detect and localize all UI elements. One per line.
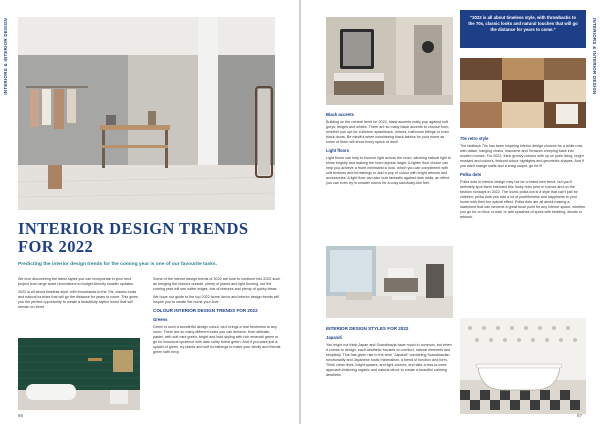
right-page xyxy=(301,0,600,424)
right-column-2 xyxy=(460,134,586,223)
green-bathroom-illustration xyxy=(18,338,140,410)
green-bathroom-image xyxy=(18,338,140,410)
greens-heading: Greens xyxy=(153,317,168,322)
side-section-label: INTERIORS & INTERIOR DESIGN xyxy=(3,18,8,95)
page-number: 67 xyxy=(576,413,582,418)
page-subtitle: Predicting the interior design trends for the coming year is one of our favourite tasks. xyxy=(18,262,217,267)
retro-tiles-illustration xyxy=(460,58,586,128)
intro-paragraph: We hope our guide to the top 2022 home decor and interior design trends will inspire you to create the home your love. xyxy=(153,295,280,304)
page-title-line-1: INTERIOR DESIGN TRENDS xyxy=(18,219,249,238)
polka-dots-text: Polka dots in interior design may not be a brand new trend, but you'll definitely spot them intended this funky retro print in homes and on the fashion runways in 2022. The iconic polka dot is a style that can't just for children; polka dots can add a lot of youthfulness and happiness to your home with their fun optical effect. Polka dots are all about making a statement that can become a great focal point for any interior space, whether you go for on floor or wall, or add splashes of spots with bedding, decals or artwork. xyxy=(460,180,586,219)
right-column-1 xyxy=(326,110,453,189)
side-section-label: INTERIORS & INTERIOR DESIGN xyxy=(592,18,597,95)
page-title-line-2: FOR 2022 xyxy=(18,237,94,256)
pull-quote: "2022 is all about timeless style, with throwbacks to the 70s, classic looks and natural touches that will go the distance for years to come." xyxy=(460,10,586,48)
seventies-text: The laidback 70s has been inspiring interior design choices for a while now, with rattan, hanging chairs, macramé and Terrazzo creeping back into modern homes. For 2022, think groovy colours with up on plain living, bright mustard and colours, textural colour highlights and geometric shapes. And if you want orange walls and a shag carpet, go for it! xyxy=(460,144,584,168)
intro-column-1 xyxy=(18,277,140,313)
intro-paragraph: 2022 is all about timeless style, with throwbacks to the 70s, classic looks and natural touches that will go the distance for years to come. This gives you the perfect opportunity to create a beautifully stylish home that will remain on-trend xyxy=(18,290,138,309)
colour-trends-heading: COLOUR INTERIOR DESIGN TRENDS FOR 2022 xyxy=(153,308,258,313)
left-page xyxy=(0,0,299,424)
black-accents-heading: Black accents xyxy=(326,112,354,117)
retro-tiles-image xyxy=(460,58,586,128)
black-accents-illustration xyxy=(326,17,453,105)
intro-paragraph: We love discovering the latest styles you can incorporate in your next project from large scale renovations to budget-friendly smaller updates. xyxy=(18,277,135,286)
hero-room-image xyxy=(18,17,275,210)
page-title xyxy=(18,220,278,256)
living-room-image xyxy=(326,246,453,318)
living-room-illustration xyxy=(326,246,453,318)
black-accents-text: Building on the neutral trend for 2022, black accents really pop against soft greys, beiges and whites. There are so many black accents to choose from, whether you opt for a kitchen splashback, mirrors, bathroom fittings or even black doors. Be mindful when considering black fabrics for your home as some of them will show every speck of dust! xyxy=(326,120,450,144)
bathtub-image xyxy=(460,318,586,414)
intro-paragraph: Some of the interior design trends of 2022 are sure to continue into 2022 such as bringing the indoors outside, plenty of plants and light flooring, but the coming year will see softer edges, lots of textures and plenty of quirky ideas. xyxy=(153,277,281,291)
hero-room-illustration xyxy=(18,17,275,210)
polka-dots-heading: Polka dots xyxy=(460,172,482,177)
intro-column-2 xyxy=(153,277,281,358)
black-accents-image xyxy=(326,17,453,105)
greens-text: Green is such a wonderful design colour, as it brings a real freshness to any room. There are so many different looks you can achieve, from delicate, pastel, with soft mint green, bright and bold styling with rich emerald green or go for luxurious opulence with dark sultry forest green. And if you want just a splash of green, try plants and soft furnishings to make your family and friends green with envy. xyxy=(153,325,281,354)
seventies-heading: 70s retro style xyxy=(460,136,489,141)
bathtub-illustration xyxy=(460,318,586,414)
japandi-heading: Japandi xyxy=(326,335,342,340)
japandi-text: You might not think Japan and Scandinavia have much in common, but when it comes to design, each aesthetic focuses on comfort, natural elements and simplicity. This has given rise to the term "Japandi" combining Scandinavian functionality and Japanese rustic minimalism, a blend of function and form. Think clean lines, bright spaces, and light colours, and take a less-is-more approach featuring organic and natural décor to create a beautiful calming aesthetic. xyxy=(326,343,452,377)
light-floors-heading: Light floors xyxy=(326,148,350,153)
right-column-1-lower xyxy=(326,323,453,381)
styles-heading: INTERIOR DESIGN STYLES FOR 2022 xyxy=(326,326,409,331)
light-floors-text: Light floors can help to bounce light across the room, allowing natural light to shine brightly and making the room appear larger. A lighter floor choice can help you achieve a more minimalist ic look, which you can compliment with soft textures and furnishings or add a pop of colour with bright artwork and accessories. A light floor can also look fantastic against dark walls, an effect you can even try in smaller rooms for a cosy sanctuary-like feel. xyxy=(326,156,452,185)
page-number: 66 xyxy=(18,413,24,418)
